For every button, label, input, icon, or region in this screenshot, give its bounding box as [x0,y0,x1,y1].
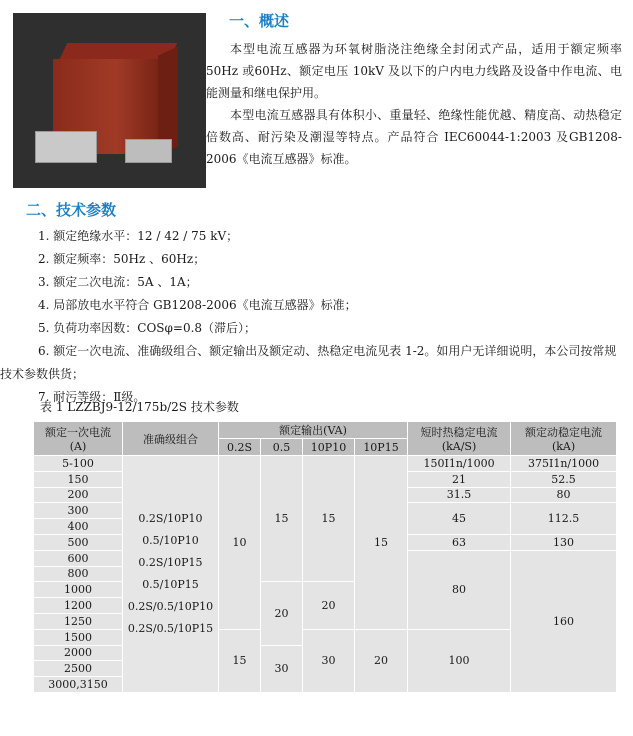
thermal-cell: 80 [408,550,511,629]
primary-current-cell: 800 [34,566,123,582]
header-thermal: 短时热稳定电流 (kA/S) [408,422,511,456]
dynamic-cell: 52.5 [511,471,617,487]
overview-paragraph-2: 本型电流互感器具有体积小、重量轻、绝缘性能优越、精度高、动热稳定倍数高、耐污染及潮湿等特点。产品符合 IEC60044-1:2003 及GB1208-2006《电流互感器》标准。 [206,108,622,166]
thermal-cell: 100 [408,629,511,692]
primary-current-cell: 400 [34,519,123,535]
dynamic-cell: 112.5 [511,503,617,535]
output-10p10-cell: 30 [303,629,355,692]
thermal-cell: 150I1n/1000 [408,456,511,472]
section-tech-title: 二、技术参数 [26,201,117,219]
section-overview-title: 一、概述 [229,12,290,30]
output-10p15-cell: 15 [355,456,408,630]
thermal-cell: 31.5 [408,487,511,503]
thermal-cell: 63 [408,534,511,550]
primary-current-cell: 1200 [34,598,123,614]
tech-param-table [33,421,617,693]
tech-param-item: 5. 负荷功率因数：COSφ=0.8（滞后）； [38,321,257,335]
primary-current-cell: 1000 [34,582,123,598]
primary-current-cell: 2000 [34,645,123,661]
table-caption: 表 1 LZZBJ9-12/175b/2S 技术参数 [40,400,239,414]
header-out-05: 0.5 [261,439,303,456]
tech-param-item: 6. 额定一次电流、准确级组合、额定输出及额定动、热稳定电流见表 1-2。如用户无详细说明，本公司按常规技术参数供货； [0,344,617,381]
header-out-10p10: 10P10 [303,439,355,456]
header-out-02s: 0.2S [219,439,261,456]
output-10p10-cell: 15 [303,456,355,582]
output-02s-cell: 10 [219,456,261,630]
tech-param-item: 4. 局部放电水平符合 GB1208-2006《电流互感器》标准； [38,298,357,312]
primary-current-cell: 600 [34,550,123,566]
header-primary-current: 额定一次电流 (A) [34,422,123,456]
table-row [34,456,617,472]
header-dynamic: 额定动稳定电流 (kA) [511,422,617,456]
header-accuracy: 准确级组合 [123,422,219,456]
primary-current-cell: 150 [34,471,123,487]
primary-current-cell: 200 [34,487,123,503]
primary-current-cell: 300 [34,503,123,519]
primary-current-cell: 2500 [34,661,123,677]
dynamic-cell: 160 [511,550,617,692]
tech-param-list [0,225,624,409]
accuracy-cell: 0.2S/10P10 0.5/10P10 0.2S/10P15 0.5/10P15 0.2S/0.5/10P10 0.2S/0.5/10P15 [123,456,219,693]
tech-param-item: 7. 耐污等级：Ⅱ级。 [38,390,146,404]
output-05-cell: 20 [261,582,303,645]
primary-current-cell: 3000,3150 [34,677,123,693]
primary-current-cell: 5-100 [34,456,123,472]
tech-param-item: 3. 额定二次电流：5A 、1A； [38,275,198,289]
dynamic-cell: 80 [511,487,617,503]
header-output: 额定输出(VA) [219,422,408,439]
output-10p10-cell: 20 [303,582,355,629]
output-02s-cell: 15 [219,629,261,692]
output-10p15-cell: 20 [355,629,408,692]
tech-param-item: 2. 额定频率：50Hz 、60Hz； [38,252,206,266]
product-photo [13,13,206,188]
overview-paragraph-1: 本型电流互感器为环氧树脂浇注绝缘全封闭式产品，适用于额定频率50Hz 或60Hz、额定电压 10kV 及以下的户内电力线路及设备中作电流、电能测量和继电保护用。 [206,42,622,100]
dynamic-cell: 375I1n/1000 [511,456,617,472]
header-out-10p15: 10P15 [355,439,408,456]
tech-param-item: 1. 额定绝缘水平：12 / 42 / 75 kV； [38,229,239,243]
output-05-cell: 15 [261,456,303,582]
primary-current-cell: 500 [34,534,123,550]
output-05-cell: 30 [261,645,303,692]
primary-current-cell: 1250 [34,613,123,629]
dynamic-cell: 130 [511,534,617,550]
primary-current-cell: 1500 [34,629,123,645]
thermal-cell: 45 [408,503,511,535]
thermal-cell: 21 [408,471,511,487]
